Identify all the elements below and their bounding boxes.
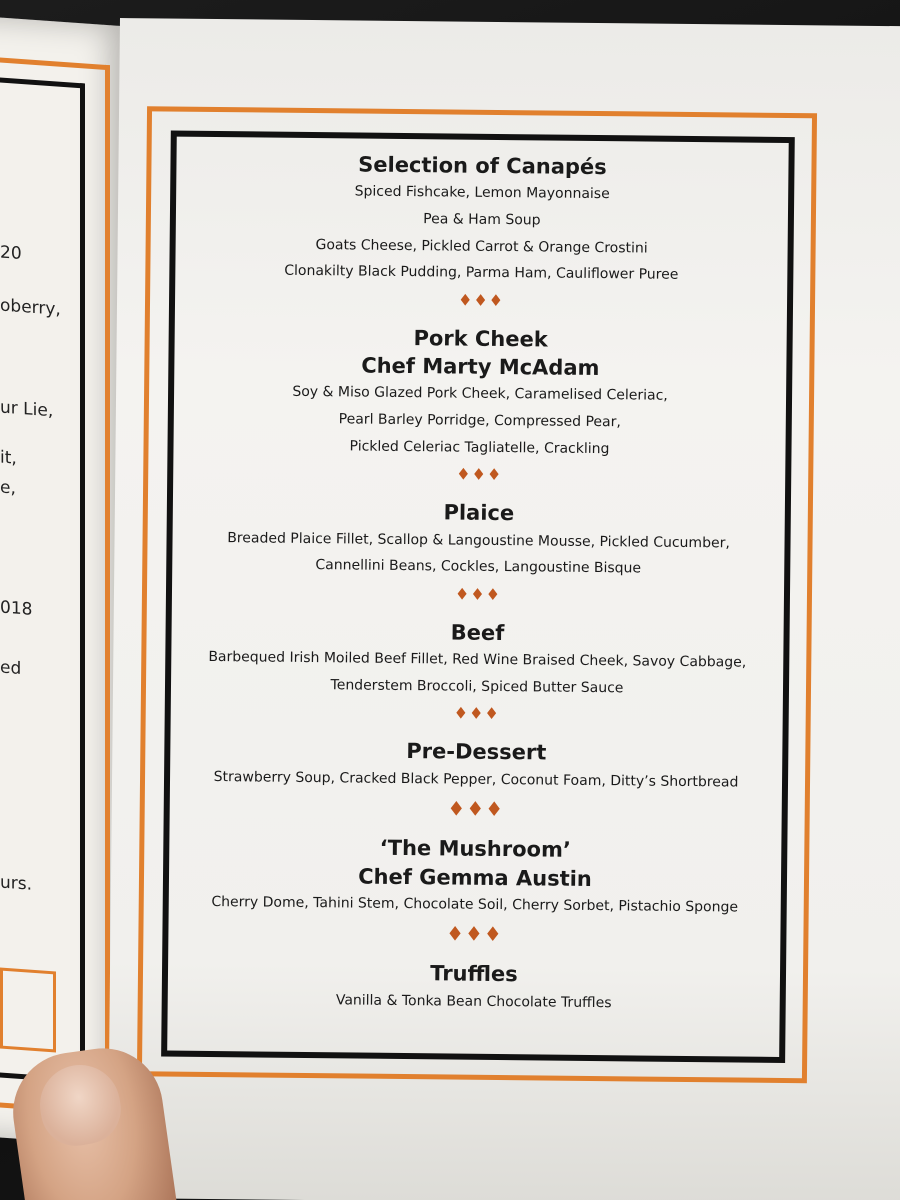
diamond-divider: ♦♦♦ — [447, 796, 505, 822]
course-plaice — [166, 496, 791, 584]
left-fragment: e, — [0, 477, 16, 499]
left-orange-box — [0, 968, 56, 1053]
course-description-line: Pickled Celeriac Tagliatelle, Crackling — [349, 438, 610, 457]
course-title: Selection of Canapés — [358, 152, 607, 180]
course-description-line: Clonakilty Black Pudding, Parma Ham, Cauliflower Puree — [284, 262, 679, 283]
left-fragment: oberry, — [0, 295, 61, 320]
diamond-divider: ♦♦♦ — [445, 921, 503, 947]
course-description-line: Pearl Barley Porridge, Compressed Pear, — [338, 411, 621, 431]
left-black-border — [0, 76, 85, 1083]
menu-content — [162, 149, 795, 1019]
course-title: Beef — [450, 620, 505, 645]
left-fragment: 20 — [0, 242, 22, 265]
course-description-line: Cannellini Beans, Cockles, Langoustine Bisque — [315, 557, 642, 577]
diamond-divider: ♦♦♦ — [454, 584, 502, 604]
course-description-line: Barbequed Irish Moiled Beef Fillet, Red Wine Braised Cheek, Savoy Cabbage, — [208, 649, 747, 671]
course-canapes — [169, 149, 794, 290]
diamond-divider: ♦♦♦ — [453, 703, 500, 724]
course-title: Plaice — [443, 500, 515, 526]
course-chef: Chef Gemma Austin — [358, 864, 592, 891]
left-fragment: ur Lie, — [0, 397, 54, 422]
left-fragment: it, — [0, 447, 17, 469]
course-description-line: Pea & Ham Soup — [423, 211, 541, 229]
course-pre-dessert — [164, 735, 789, 796]
course-description-line: Cherry Dome, Tahini Stem, Chocolate Soil, Cherry Sorbet, Pistachio Sponge — [211, 893, 739, 916]
right-menu-page — [108, 18, 900, 1200]
course-mushroom — [163, 832, 788, 922]
course-truffles — [162, 957, 787, 1018]
course-description-line: Spiced Fishcake, Lemon Mayonnaise — [354, 183, 610, 203]
left-fragment: urs. — [0, 872, 33, 895]
course-title: Truffles — [430, 961, 518, 987]
course-chef: Chef Marty McAdam — [361, 353, 600, 381]
course-description-line: Strawberry Soup, Cracked Black Pepper, Coconut Foam, Ditty’s Shortbread — [213, 768, 739, 791]
course-description-line: Goats Cheese, Pickled Carrot & Orange Crostini — [315, 236, 648, 257]
course-description-line: Breaded Plaice Fillet, Scallop & Langoustine Mousse, Pickled Cucumber, — [227, 529, 730, 551]
course-beef — [165, 615, 790, 703]
diamond-divider: ♦♦♦ — [456, 464, 503, 485]
left-fragment: ed — [0, 657, 22, 680]
course-title: ‘The Mushroom’ — [379, 835, 572, 862]
course-description-line: Soy & Miso Glazed Pork Cheek, Caramelised Celeriac, — [292, 384, 668, 405]
course-description-line: Tenderstem Broccoli, Spiced Butter Sauce — [330, 676, 624, 696]
left-fragment: 018 — [0, 597, 33, 620]
course-title: Pork Cheek — [413, 325, 548, 352]
course-title: Pre-Dessert — [406, 739, 547, 765]
course-description-line: Vanilla & Tonka Bean Chocolate Truffles — [335, 992, 612, 1012]
diamond-divider: ♦♦♦ — [457, 290, 505, 310]
course-pork-cheek — [167, 321, 792, 464]
